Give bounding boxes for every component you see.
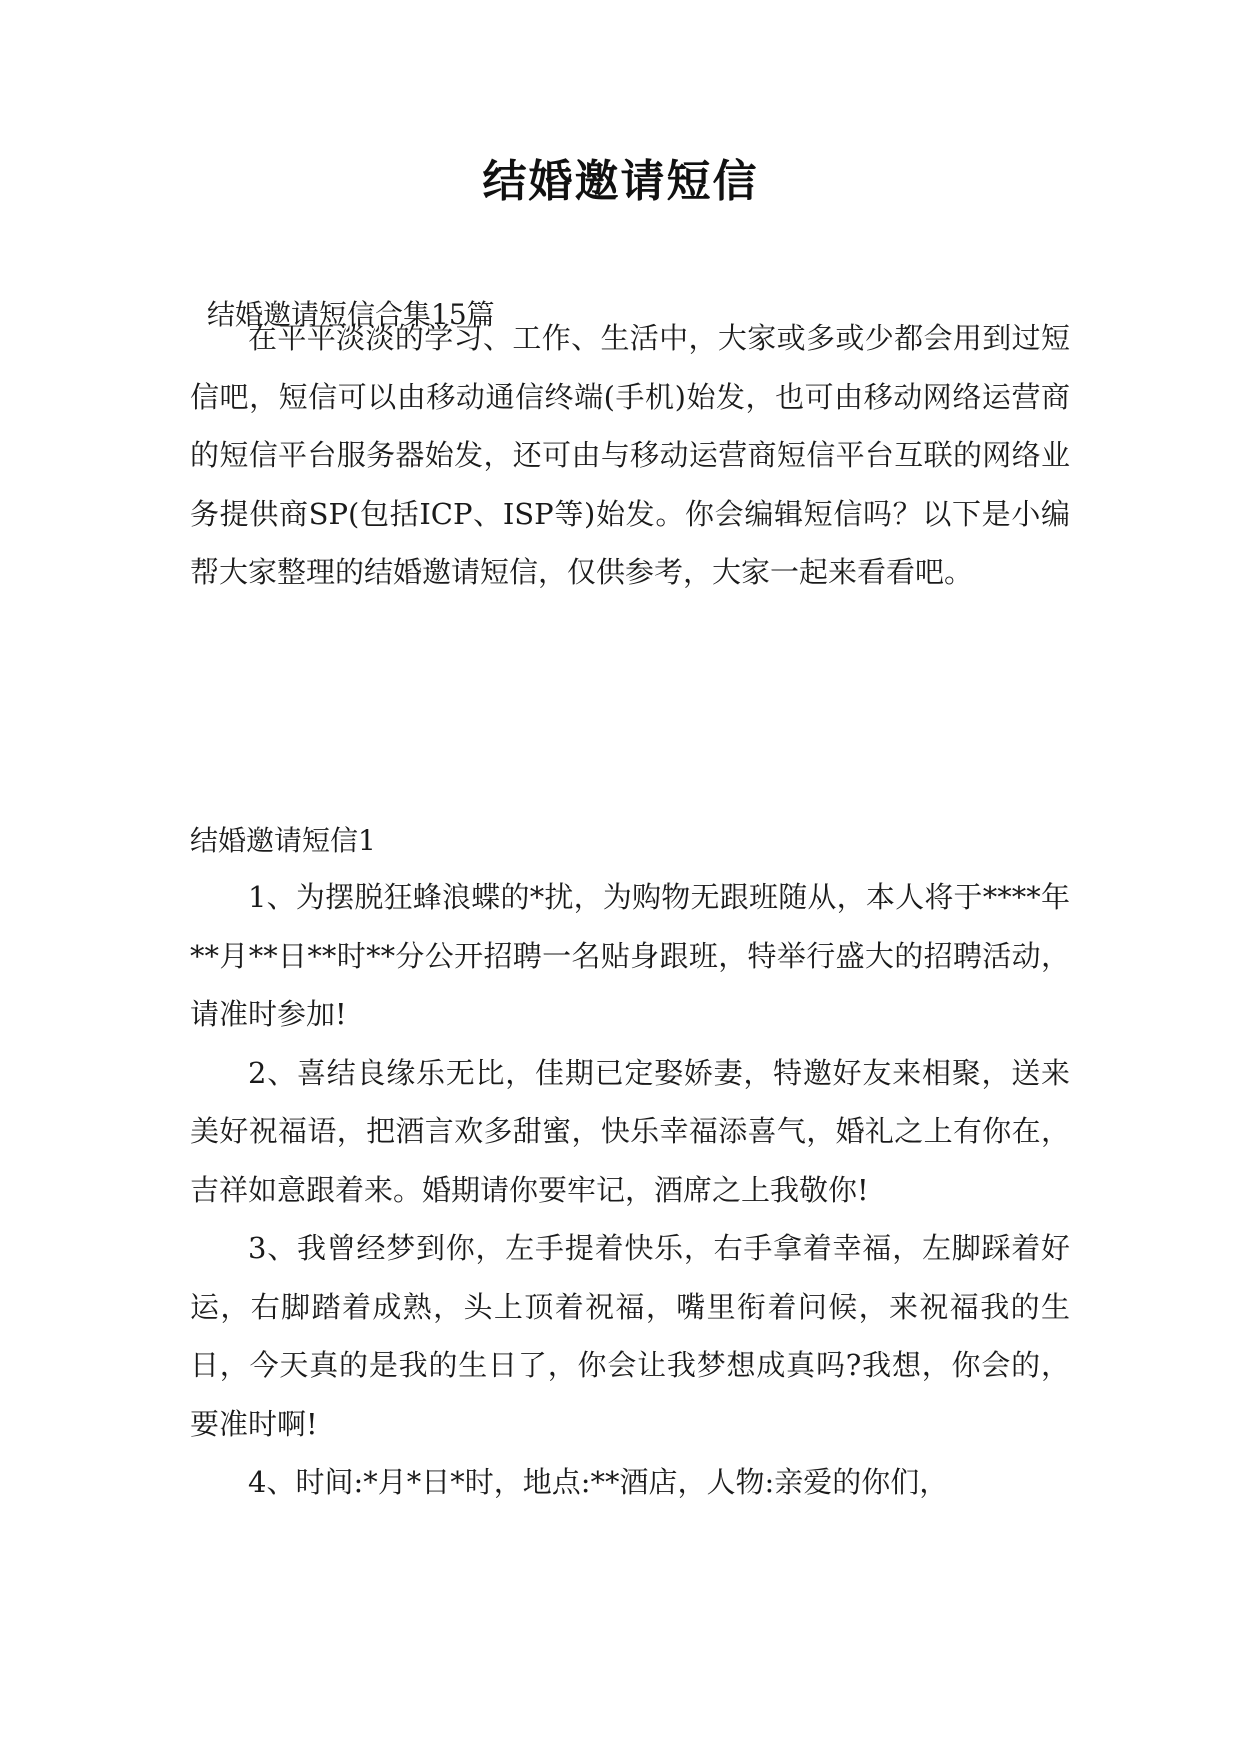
list-item: 2、喜结良缘乐无比，佳期已定娶娇妻，特邀好友来相聚，送来美好祝福语，把酒言欢多甜蜜，快乐幸福添喜气，婚礼之上有你在，吉祥如意跟着来。婚期请你要牢记，酒席之上我敬你! [190,1055,1070,1207]
list-item: 3、我曾经梦到你，左手提着快乐，右手拿着幸福，左脚踩着好运，右脚踏着成熟，头上顶着祝福，嘴里衔着问候，来祝福我的生日，今天真的是我的生日了，你会让我梦想成真吗?我想，你会的，要准时啊! [190,1231,1070,1441]
section-heading: 结婚邀请短信1 [190,824,376,857]
list-item: 1、为摆脱狂蜂浪蝶的*扰，为购物无跟班随从，本人将于****年**月**日**时**分公开招聘一名贴身跟班，特举行盛大的招聘活动，请准时参加! [190,880,1070,1031]
document-title: 结婚邀请短信 [482,156,759,207]
list-item: 4、时间:*月*日*时，地点:**酒店，人物:亲爱的你们， [248,1465,949,1499]
document-subtitle: 结婚邀请短信合集15篇 [207,298,495,331]
intro-paragraph: 在平平淡淡的学习、工作、生活中，大家或多或少都会用到过短信吧，短信可以由移动通信终端(手机)始发，也可由移动网络运营商的短信平台服务器始发，还可由与移动运营商短信平台互联的网络业务提供商SP(包括ICP、ISP等)始发。你会编辑短信吗？以下是小编帮大家整理的结婚邀请短信，仅供参考，大家一起来看看吧。 [190,321,1070,589]
intro-block [190,309,1070,602]
section-body [190,868,1070,1512]
